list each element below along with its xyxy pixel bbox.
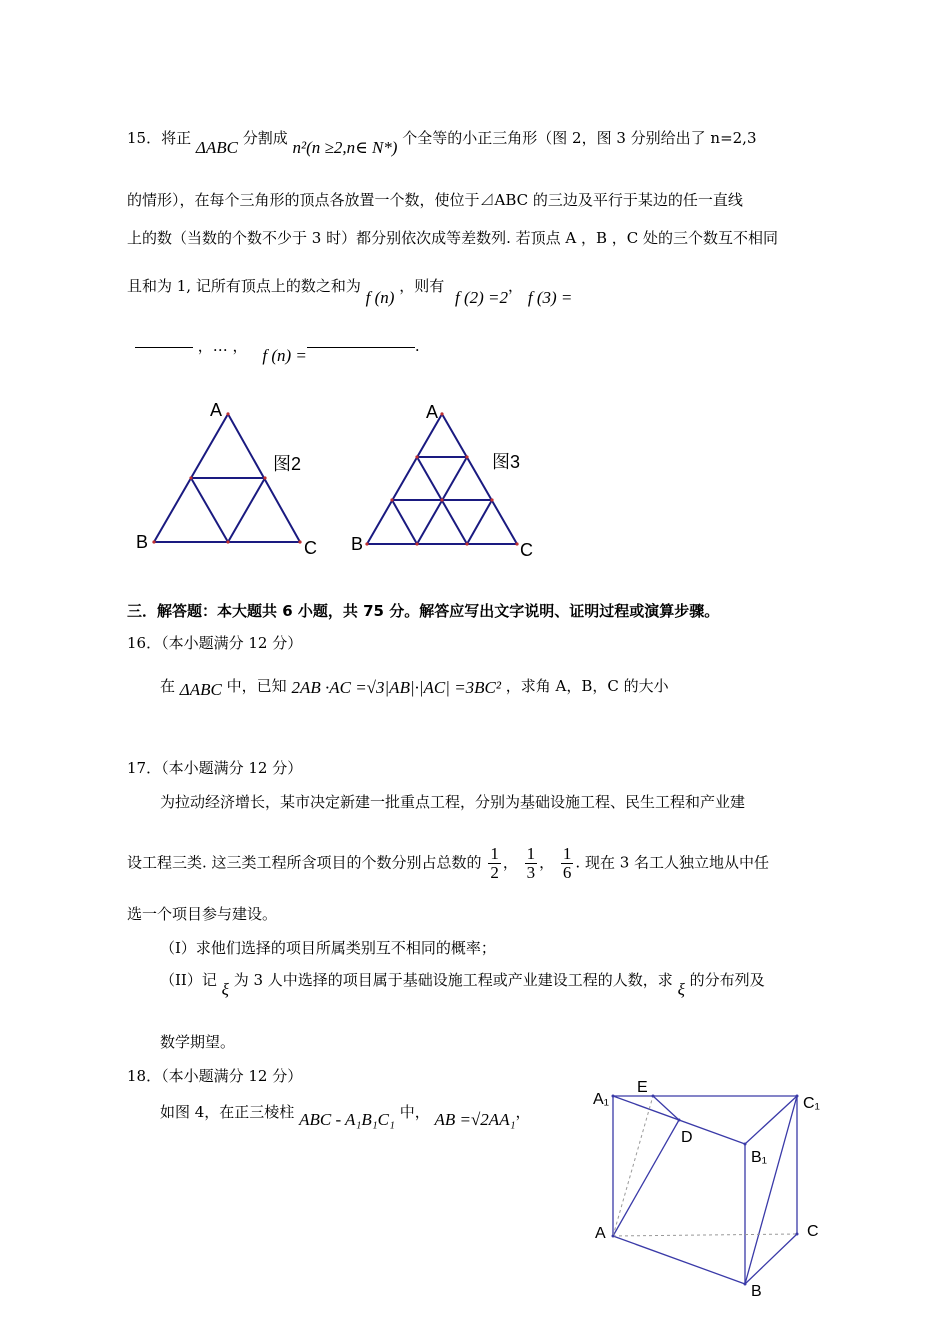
frac-den: 2 (490, 863, 499, 882)
q17-part2-cont: 数学期望。 (160, 1033, 236, 1051)
q15-text: ，则有 (399, 277, 445, 295)
q15-line3: 上的数（当数的个数不少于 3 时）都分别依次成等差数列. 若顶点 A ，B ，C 处的三个数互不相同 (127, 229, 779, 247)
fig2-label-c: C (304, 538, 317, 558)
fig4-label-a1: A₁ (593, 1091, 610, 1108)
frac-num: 1 (490, 844, 499, 863)
q18-text: ， (515, 1103, 531, 1121)
fig2-caption: 图2 (273, 454, 302, 474)
q17-text: 的分布列及 (689, 971, 765, 989)
q15-line2: 的情形），在每个三角形的顶点各放置一个数，使位于⊿ABC 的三边及平行于某边的任一直线 (127, 191, 743, 209)
figure-2 (128, 392, 328, 562)
fig3-label-a: A (426, 402, 439, 422)
q17-heading: 17．（本小题满分 12 分） (127, 759, 303, 777)
fig3-caption: 图3 (492, 452, 521, 472)
q16-body (160, 676, 669, 699)
q17-line3: 选一个项目参与建设。 (127, 905, 278, 923)
q17-sep: ， (539, 853, 555, 872)
q18-text: 如图 4，在正三棱柱 (160, 1103, 295, 1121)
frac-num: 1 (526, 844, 536, 863)
q15-text: 个全等的小正三角形（图 2，图 3 分别给出了 n=2,3 (402, 129, 757, 147)
q15-triangle: ΔABC (195, 138, 238, 157)
q15-line4 (127, 276, 573, 307)
q16-expression: 2AB ·AC =√3|AB|·|AC| =3BC² (291, 678, 501, 697)
fig4-label-c1: C₁ (803, 1095, 820, 1112)
q17-fraction (561, 845, 574, 882)
q18-heading: 18．（本小题满分 12 分） (127, 1067, 303, 1085)
q15-period: . (414, 337, 420, 355)
q16-text: 中，已知 (226, 677, 287, 695)
q15-text: 且和为 1, 记所有顶点上的数之和为 (127, 277, 361, 295)
fig4-label-b: B (751, 1283, 762, 1300)
frac-den: 6 (562, 863, 572, 882)
q17-line1: 为拉动经济增长，某市决定新建一批重点工程，分别为基础设施工程、民生工程和产业建 (160, 793, 746, 811)
q17-line2 (127, 845, 769, 882)
q17-part1: （I）求他们选择的项目所属类别互不相同的概率； (160, 939, 496, 957)
q15-line1 (127, 128, 757, 157)
q15-text: 分割成 (242, 129, 288, 147)
q16-triangle: ΔABC (179, 680, 222, 699)
q16-text: 在 (160, 677, 176, 695)
q17-fraction (488, 845, 501, 882)
q15-fn: f (n) (365, 288, 395, 307)
q15-dots: ，… ， (197, 337, 248, 355)
q16-text: ，求角 A，B，C 的大小 (505, 677, 669, 695)
q15-number: 15．将正 (127, 129, 192, 147)
fig2-label-a: A (210, 400, 223, 420)
q15-line5 (135, 336, 420, 365)
q17-text: 设工程三类. 这三类工程所含项目的个数分别占总数的 (127, 853, 482, 872)
fig4-label-e: E (637, 1079, 648, 1096)
frac-den: 3 (526, 863, 536, 882)
section-heading: 三．解答题：本大题共 6 小题，共 75 分。解答应写出文字说明、证明过程或演算步骤。 (127, 602, 720, 620)
q17-text: 为 3 人中选择的项目属于基础设施工程或产业建设工程的人数，求 (233, 971, 673, 989)
q15-blank-1[interactable] (135, 347, 193, 348)
fig4-label-b1: B₁ (751, 1149, 768, 1166)
figure-4-prism (585, 1070, 835, 1310)
figure-3 (340, 392, 550, 562)
q15-f3: f (3) = (527, 288, 573, 307)
q18-prism: ABC - A₁B₁C₁ (299, 1110, 395, 1129)
q16-heading: 16．（本小题满分 12 分） (127, 634, 303, 652)
q15-blank-2[interactable] (307, 347, 415, 348)
q18-expression: AB =√2AA₁ (434, 1110, 516, 1129)
fig4-label-c: C (807, 1223, 819, 1240)
q15-expression: n²(n ≥2,n∈ N*) (292, 138, 398, 157)
q15-comma: ， (508, 277, 524, 295)
fig4-label-a: A (595, 1225, 606, 1242)
q15-fn-eq: f (n) = (262, 346, 307, 365)
fig2-label-b: B (136, 532, 149, 552)
q17-xi: ξ (221, 980, 229, 999)
q18-text: 中， (399, 1103, 430, 1121)
q17-sep: ， (502, 853, 518, 872)
fig4-label-d: D (681, 1129, 693, 1146)
q15-f2: f (2) =2 (455, 288, 509, 307)
q17-text: （II）记 (160, 971, 217, 989)
frac-num: 1 (562, 844, 572, 863)
q17-text: . 现在 3 名工人独立地从中任 (575, 853, 770, 872)
q17-part2 (160, 970, 765, 999)
fig3-label-c: C (520, 540, 533, 560)
q18-body (160, 1102, 531, 1129)
q17-xi: ξ (677, 980, 685, 999)
fig3-label-b: B (351, 534, 364, 554)
q17-fraction (525, 845, 538, 882)
